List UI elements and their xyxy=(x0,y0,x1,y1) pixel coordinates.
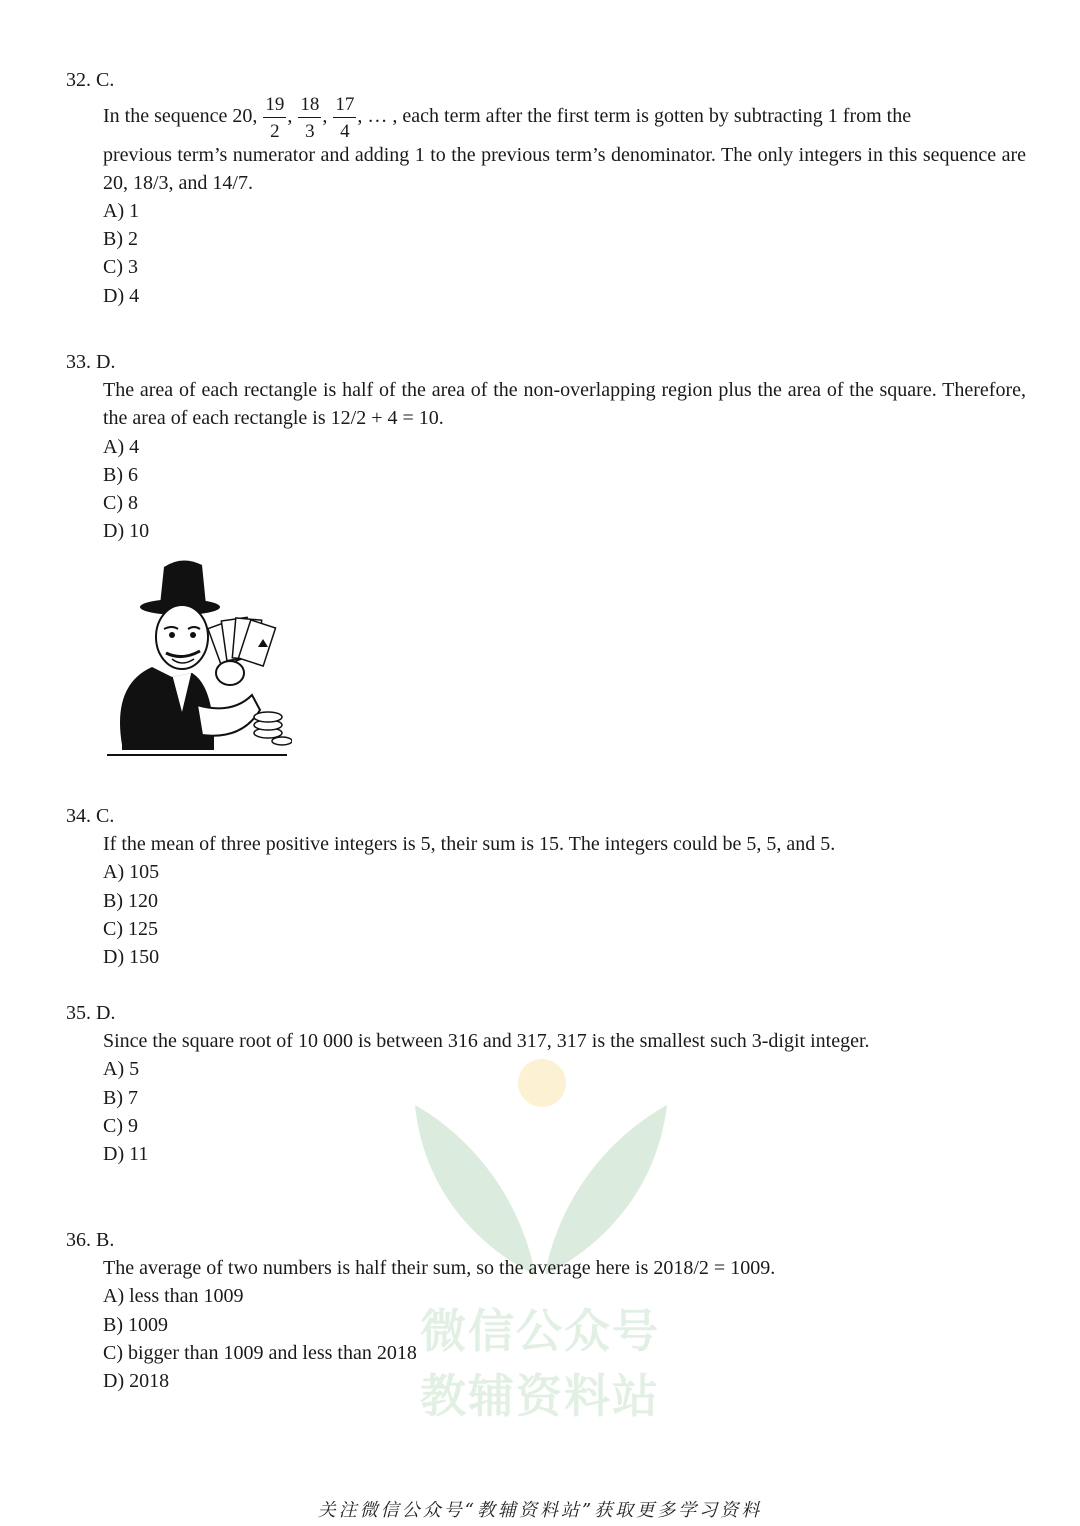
question-32 xyxy=(66,66,1026,310)
explanation-text: If the mean of three positive integers is 5, their sum is 15. The integers could be 5, 5, and 5. xyxy=(103,833,836,856)
fraction-17-4: $\frac{17}{4}$ xyxy=(335,93,355,142)
option-b: B) 120 xyxy=(103,889,158,912)
option-a: A) 4 xyxy=(103,435,140,458)
option-b: B) 1009 xyxy=(103,1313,168,1336)
option-b: B) 2 xyxy=(103,228,138,251)
option-c: C) 3 xyxy=(103,256,138,279)
option-c: C) bigger than 1009 and less than 2018 xyxy=(103,1341,417,1364)
gambler-cartoon-illustration xyxy=(102,555,292,760)
option-d: D) 4 xyxy=(103,284,140,307)
option-c: C) 8 xyxy=(103,492,138,515)
option-a: A) 105 xyxy=(103,861,160,884)
option-c: C) 125 xyxy=(103,917,158,940)
explanation-text: The area of each rectangle is half of the area of the non-overlapping region plus the area of the square. Therefore, the area of each rectangle is 12/2 + 4 = 10. xyxy=(103,379,1026,430)
explanation-text: The average of two numbers is half their sum, so the average here is 2018/2 = 1009. xyxy=(103,1257,776,1280)
watermark-line-2: 教辅资料站 xyxy=(420,1369,660,1423)
option-c: C) 9 xyxy=(103,1114,138,1137)
sequence-intro: In the sequence 20, xyxy=(103,105,263,128)
option-a: A) 5 xyxy=(103,1058,140,1081)
option-b: B) 6 xyxy=(103,463,138,486)
option-d: D) 150 xyxy=(103,946,160,969)
option-a: A) less than 1009 xyxy=(103,1285,244,1308)
question-number: 35. D. xyxy=(66,1002,116,1024)
explanation-text: previous term’s numerator and adding 1 to the previous term’s denominator. The only integers in this sequence are 20, 18/3, and 14/7. xyxy=(103,143,1026,194)
fraction-18-3: $\frac{18}{3}$ xyxy=(300,93,320,142)
option-d: D) 2018 xyxy=(103,1370,170,1393)
option-b: B) 7 xyxy=(103,1086,138,1109)
sequence-line: In the sequence 20, $\frac{19}{2}$ , $\frac{18}{3}$ , $\frac{17}{4}$ , … , each term after the first term is gotten by subtracting 1 from the xyxy=(103,93,912,142)
question-33 xyxy=(66,348,1026,545)
footer-note: 关注微信公众号“教辅资料站”获取更多学习资料 xyxy=(317,1500,763,1521)
question-36 xyxy=(66,1226,1026,1395)
explanation-text: Since the square root of 10 000 is between 316 and 317, 317 is the smallest such 3-digit integer. xyxy=(103,1030,870,1053)
question-number: 33. D. xyxy=(66,351,116,373)
question-35 xyxy=(66,999,1026,1168)
question-number: 34. C. xyxy=(66,805,115,827)
question-34 xyxy=(66,802,1026,971)
option-d: D) 10 xyxy=(103,520,150,543)
watermark-line-1: 微信公众号 xyxy=(420,1304,660,1358)
question-number: 32. C. xyxy=(66,69,115,91)
fraction-19-2: $\frac{19}{2}$ xyxy=(265,93,285,142)
option-d: D) 11 xyxy=(103,1143,149,1166)
option-a: A) 1 xyxy=(103,200,140,223)
question-number: 36. B. xyxy=(66,1229,115,1251)
sequence-rest-first-line: , … , each term after the first term is gotten by subtracting 1 from the xyxy=(357,105,912,128)
